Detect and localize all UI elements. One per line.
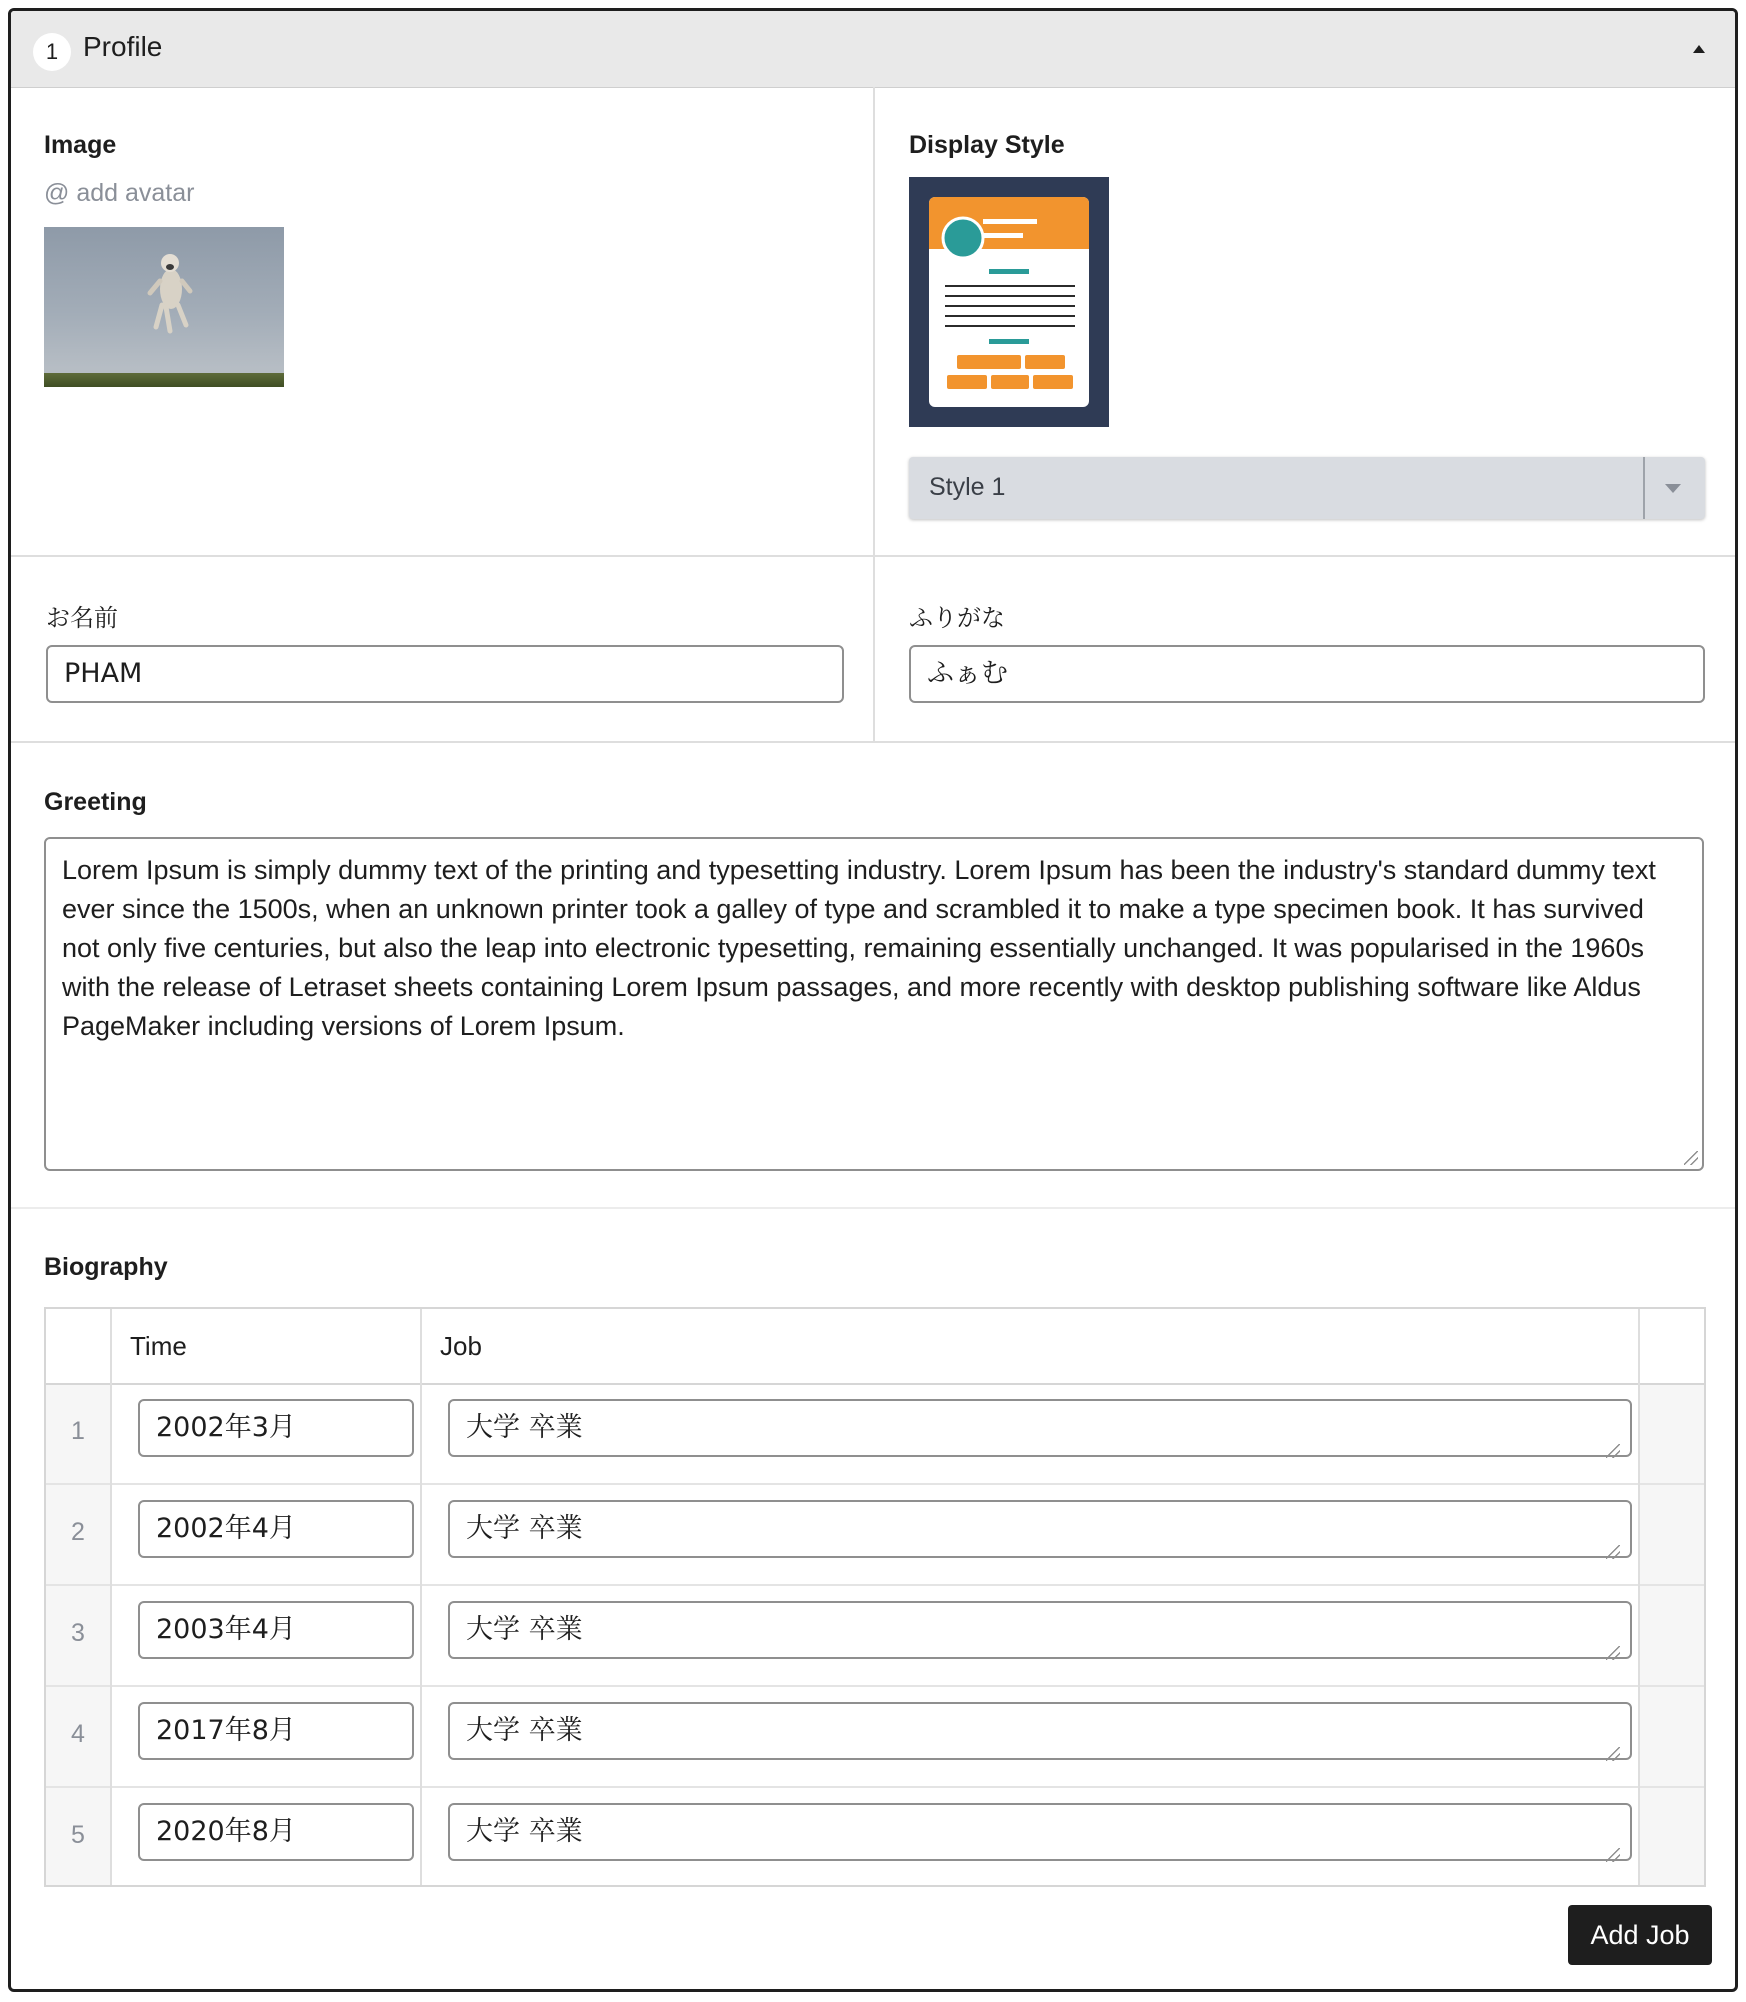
time-input[interactable]: 2020年8月 [138,1803,414,1861]
image-label: Image [44,131,117,159]
select-divider [1643,457,1645,519]
jumping-dog-illustration [44,227,284,387]
profile-card-preview-icon [909,177,1109,427]
greeting-text: Lorem Ipsum is simply dummy text of the printing and typesetting industry. Lorem Ipsum has been the industry's standard dummy text ever since the 1500s, when an unknown printer took a galley of type and scrambled it to make a type specimen book. It has survived not only five centuries, but also the leap into electronic typesetting, remaining essentially unchanged. It was popularised in the 1960s with the release of Letraset sheets containing Lorem Ipsum passages, and more recently with desktop publishing software like Aldus PageMaker including versions of Lorem Ipsum. [62,855,1656,1041]
greeting-label: Greeting [44,788,147,816]
display-style-select[interactable] [909,457,1705,519]
add-job-button[interactable]: Add Job [1568,1905,1712,1965]
column-header-job: Job [440,1331,482,1361]
row-number: 2 [71,1518,85,1546]
furigana-input[interactable]: ふぁむ [909,645,1705,703]
style-preview-thumbnail[interactable] [909,177,1109,427]
greeting-textarea[interactable] [44,837,1704,1171]
row-number: 3 [71,1619,85,1647]
display-style-selected-value: Style 1 [929,473,1006,501]
chevron-down-icon[interactable] [1665,484,1681,493]
table-row [46,1787,1704,1888]
table-row [46,1585,1704,1686]
biography-label: Biography [44,1253,168,1281]
job-textarea[interactable]: 大学 卒業 [448,1803,1632,1861]
furigana-label: ふりがな [909,604,1005,632]
section-divider [11,1207,1735,1209]
display-style-label: Display Style [909,131,1065,159]
panel-title: Profile [83,31,163,62]
collapse-caret-icon[interactable] [1693,45,1705,53]
job-textarea[interactable]: 大学 卒業 [448,1601,1632,1659]
add-avatar-link[interactable]: @ add avatar [44,179,195,207]
column-line [1638,1309,1640,1885]
resize-grip-icon[interactable] [1606,1848,1620,1862]
biography-table [44,1307,1706,1887]
resize-grip-icon[interactable] [1684,1151,1698,1165]
row-number: 4 [71,1720,85,1748]
time-input[interactable]: 2003年4月 [138,1601,414,1659]
time-input[interactable]: 2017年8月 [138,1702,414,1760]
time-input[interactable]: 2002年3月 [138,1399,414,1457]
name-label: お名前 [46,604,118,632]
job-textarea[interactable]: 大学 卒業 [448,1500,1632,1558]
resize-grip-icon[interactable] [1606,1545,1620,1559]
job-textarea[interactable]: 大学 卒業 [448,1399,1632,1457]
row-number: 1 [71,1417,85,1445]
profile-panel [8,8,1738,1992]
column-divider [873,557,875,741]
table-row [46,1686,1704,1787]
column-line [110,1309,112,1885]
table-row [46,1484,1704,1585]
column-divider [873,87,875,567]
column-line [420,1309,422,1885]
row-number: 5 [71,1821,85,1849]
name-input[interactable]: PHAM [46,645,844,703]
step-badge: 1 [33,33,71,71]
table-header-row [46,1309,1704,1385]
resize-grip-icon[interactable] [1606,1444,1620,1458]
table-row [46,1383,1704,1484]
avatar-image[interactable] [44,227,284,387]
resize-grip-icon[interactable] [1606,1646,1620,1660]
resize-grip-icon[interactable] [1606,1747,1620,1761]
section-divider [11,741,1735,743]
job-textarea[interactable]: 大学 卒業 [448,1702,1632,1760]
grass-strip [44,373,284,387]
time-input[interactable]: 2002年4月 [138,1500,414,1558]
panel-header[interactable] [11,11,1735,88]
column-header-time: Time [130,1331,187,1361]
